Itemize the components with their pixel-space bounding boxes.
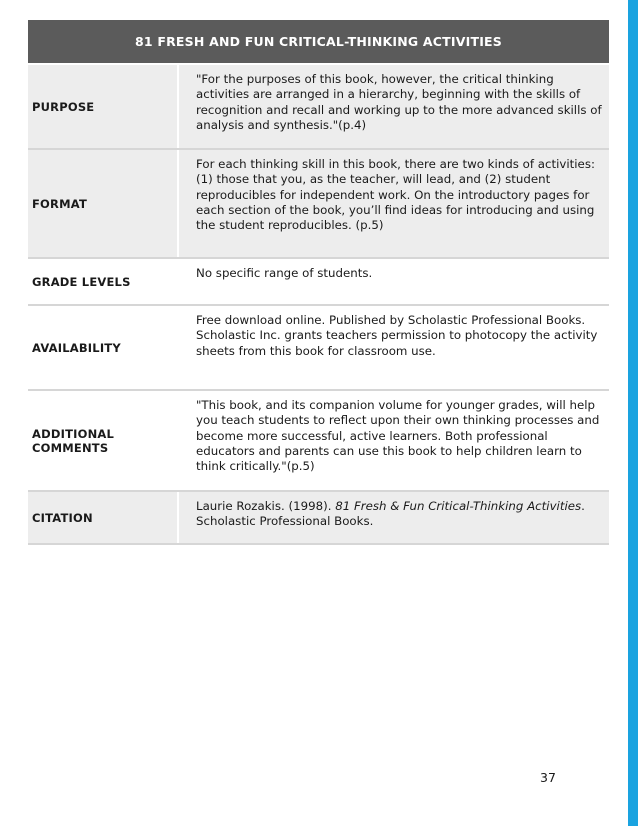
row-value: "This book, and its companion volume for younger grades, will help you teach students to reflect upon their own thinking processes and become more successful, active learners. Both professional educators and parents can use this book to help children learn to think critically."(p.5) <box>178 390 609 491</box>
page-number: 37 <box>540 770 556 785</box>
row-label: GRADE LEVELS <box>28 258 178 305</box>
row-value: For each thinking skill in this book, there are two kinds of activities: (1) those that you, as the teacher, will lead, and (2) student reproducibles for independent work. On the introductory pages for each section of the book, you’ll find ideas for introducing and using the student reproducibles. (p.5) <box>178 149 609 258</box>
row-label: FORMAT <box>28 149 178 258</box>
table-row-format <box>28 149 609 258</box>
table-header-row <box>28 20 609 64</box>
row-label: AVAILABILITY <box>28 305 178 390</box>
table-title: 81 FRESH AND FUN CRITICAL-THINKING ACTIVITIES <box>28 20 609 64</box>
table-row-availability <box>28 305 609 390</box>
citation-value <box>178 491 609 544</box>
accent-bar <box>628 0 638 826</box>
citation-book-title: 81 Fresh & Fun Critical-Thinking Activities <box>335 499 582 513</box>
citation-publisher: . Scholastic Professional Books. <box>196 499 585 529</box>
citation-author-year: Laurie Rozakis. (1998). <box>196 499 336 513</box>
row-value: Free download online. Published by Scholastic Professional Books. Scholastic Inc. grants teachers permission to photocopy the activity sheets from this book for classroom use. <box>178 305 609 390</box>
row-label: CITATION <box>28 491 178 544</box>
table-row-additional-comments <box>28 390 609 491</box>
row-label: PURPOSE <box>28 64 178 149</box>
table-row-grade-levels <box>28 258 609 305</box>
activity-info-table <box>28 20 609 545</box>
row-value: No specific range of students. <box>178 258 609 305</box>
table-row-citation <box>28 491 609 544</box>
row-value: "For the purposes of this book, however, the critical thinking activities are arranged in a hierarchy, beginning with the skills of recognition and recall and working up to the more advanced skills of analysis and synthesis."(p.4) <box>178 64 609 149</box>
row-label: ADDITIONAL COMMENTS <box>28 390 178 491</box>
table-row-purpose <box>28 64 609 149</box>
